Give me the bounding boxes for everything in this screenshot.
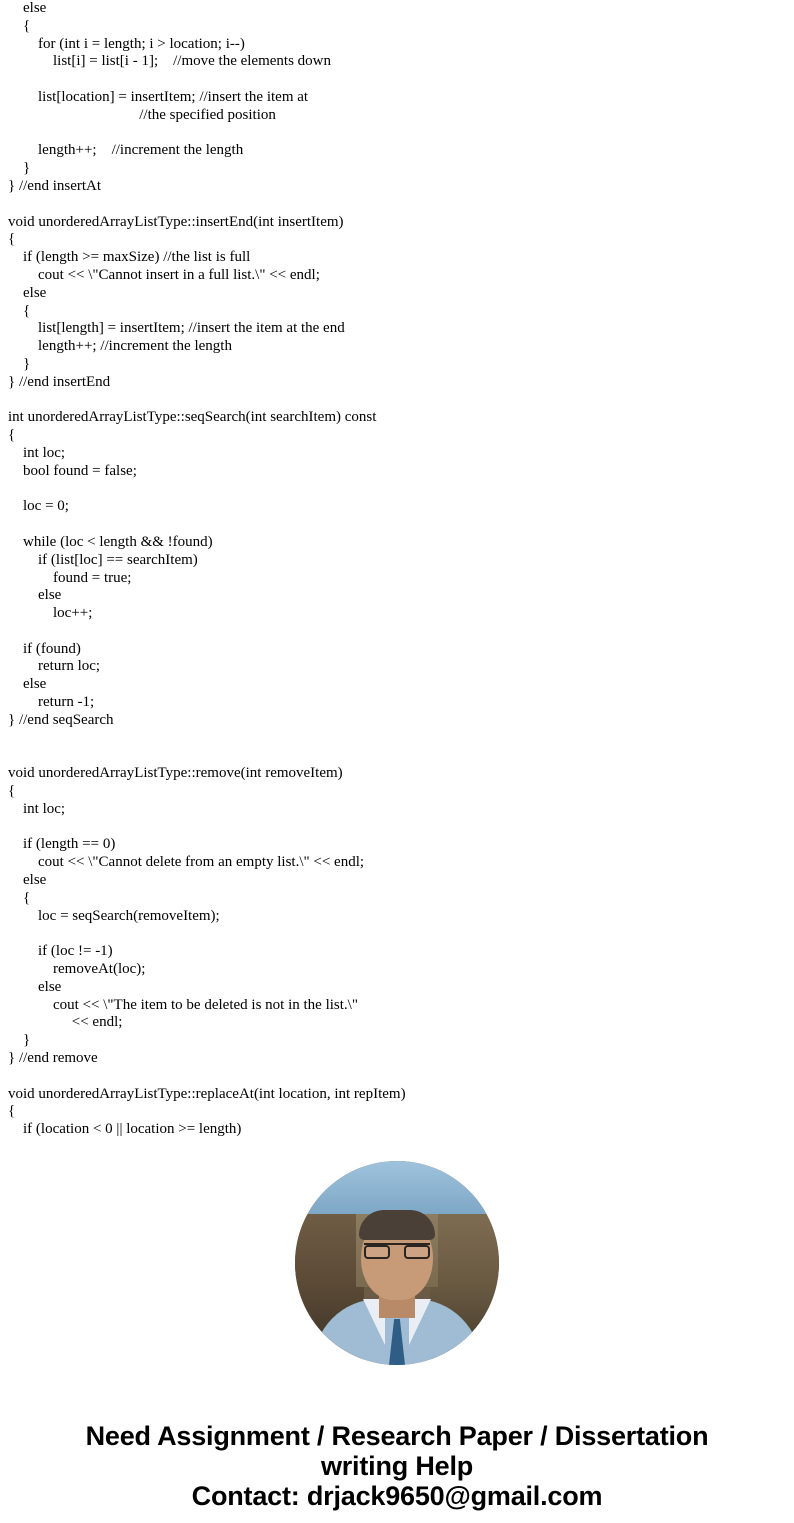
promo-contact: Contact: drjack9650@gmail.com bbox=[191, 1481, 603, 1511]
code-line: } //end seqSearch bbox=[8, 711, 114, 728]
code-line: } //end remove bbox=[8, 1050, 98, 1067]
code-line: { bbox=[8, 302, 31, 319]
code-line: int loc; bbox=[8, 444, 66, 461]
avatar-hair bbox=[359, 1210, 435, 1240]
code-line: return loc; bbox=[8, 658, 101, 675]
code-line: { bbox=[8, 1103, 16, 1120]
code-line bbox=[8, 392, 786, 410]
code-line: if (list[loc] == searchItem) bbox=[8, 551, 198, 568]
code-line bbox=[8, 125, 786, 143]
code-line: if (length >= maxSize) //the list is full bbox=[8, 249, 251, 266]
code-line bbox=[8, 730, 786, 748]
code-line: else bbox=[8, 676, 47, 693]
code-line: else bbox=[8, 587, 62, 604]
code-line: int loc; bbox=[8, 800, 66, 817]
code-line: loc = seqSearch(removeItem); bbox=[8, 907, 220, 924]
code-line: list[length] = insertItem; //insert the item at the end bbox=[8, 320, 345, 337]
code-line: void unorderedArrayListType::remove(int removeItem) bbox=[8, 765, 343, 782]
code-line: while (loc < length && !found) bbox=[8, 533, 213, 550]
code-line: for (int i = length; i > location; i--) bbox=[8, 35, 245, 52]
code-line: } bbox=[8, 355, 31, 372]
code-line: removeAt(loc); bbox=[8, 961, 146, 978]
code-line: << endl; bbox=[8, 1014, 123, 1031]
code-line bbox=[8, 925, 786, 943]
code-line: void unorderedArrayListType::insertEnd(int insertItem) bbox=[8, 213, 344, 230]
code-line bbox=[8, 819, 786, 837]
code-line: else bbox=[8, 978, 62, 995]
code-line: cout << \"Cannot delete from an empty list.\" << endl; bbox=[8, 854, 365, 871]
promo-banner bbox=[8, 1161, 786, 1511]
code-line: //the specified position bbox=[8, 106, 276, 123]
code-line: length++; //increment the length bbox=[8, 142, 244, 159]
code-line: } //end insertEnd bbox=[8, 373, 111, 390]
code-line: void unorderedArrayListType::replaceAt(int location, int repItem) bbox=[8, 1085, 406, 1102]
code-line: loc++; bbox=[8, 605, 93, 622]
code-line: if (loc != -1) bbox=[8, 943, 113, 960]
code-line: bool found = false; bbox=[8, 462, 137, 479]
code-line: list[location] = insertItem; //insert the item at bbox=[8, 88, 309, 105]
code-line: { bbox=[8, 231, 16, 248]
code-line: { bbox=[8, 889, 31, 906]
code-line bbox=[8, 481, 786, 499]
code-line: found = true; bbox=[8, 569, 132, 586]
code-line: if (found) bbox=[8, 640, 81, 657]
code-line: } bbox=[8, 1032, 31, 1049]
code-line: } //end insertAt bbox=[8, 177, 102, 194]
code-line: int unorderedArrayListType::seqSearch(int searchItem) const bbox=[8, 409, 377, 426]
code-line bbox=[8, 747, 786, 765]
code-listing bbox=[8, 0, 786, 1139]
avatar-background-sky bbox=[295, 1161, 499, 1214]
promo-headline-line1: Need Assignment / Research Paper / Dissertation bbox=[85, 1421, 709, 1451]
code-line: { bbox=[8, 17, 31, 34]
code-line bbox=[8, 71, 786, 89]
code-line: return -1; bbox=[8, 694, 95, 711]
avatar-glasses bbox=[364, 1243, 430, 1259]
code-line: else bbox=[8, 872, 47, 889]
code-line: length++; //increment the length bbox=[8, 338, 232, 355]
code-line: else bbox=[8, 284, 47, 301]
code-line: cout << \"The item to be deleted is not in the list.\" bbox=[8, 996, 358, 1013]
code-line bbox=[8, 623, 786, 641]
code-line: { bbox=[8, 427, 16, 444]
code-line: } bbox=[8, 160, 31, 177]
promo-headline-line2: writing Help bbox=[320, 1451, 474, 1481]
code-line: else bbox=[8, 0, 47, 16]
code-line: cout << \"Cannot insert in a full list.\" << endl; bbox=[8, 266, 320, 283]
code-line: list[i] = list[i - 1]; //move the elements down bbox=[8, 53, 331, 70]
code-line: if (length == 0) bbox=[8, 836, 116, 853]
code-line bbox=[8, 196, 786, 214]
code-line: if (location < 0 || location >= length) bbox=[8, 1121, 242, 1138]
avatar bbox=[295, 1161, 499, 1365]
code-line bbox=[8, 516, 786, 534]
code-line: loc = 0; bbox=[8, 498, 69, 515]
code-line: { bbox=[8, 783, 16, 800]
code-line bbox=[8, 1068, 786, 1086]
